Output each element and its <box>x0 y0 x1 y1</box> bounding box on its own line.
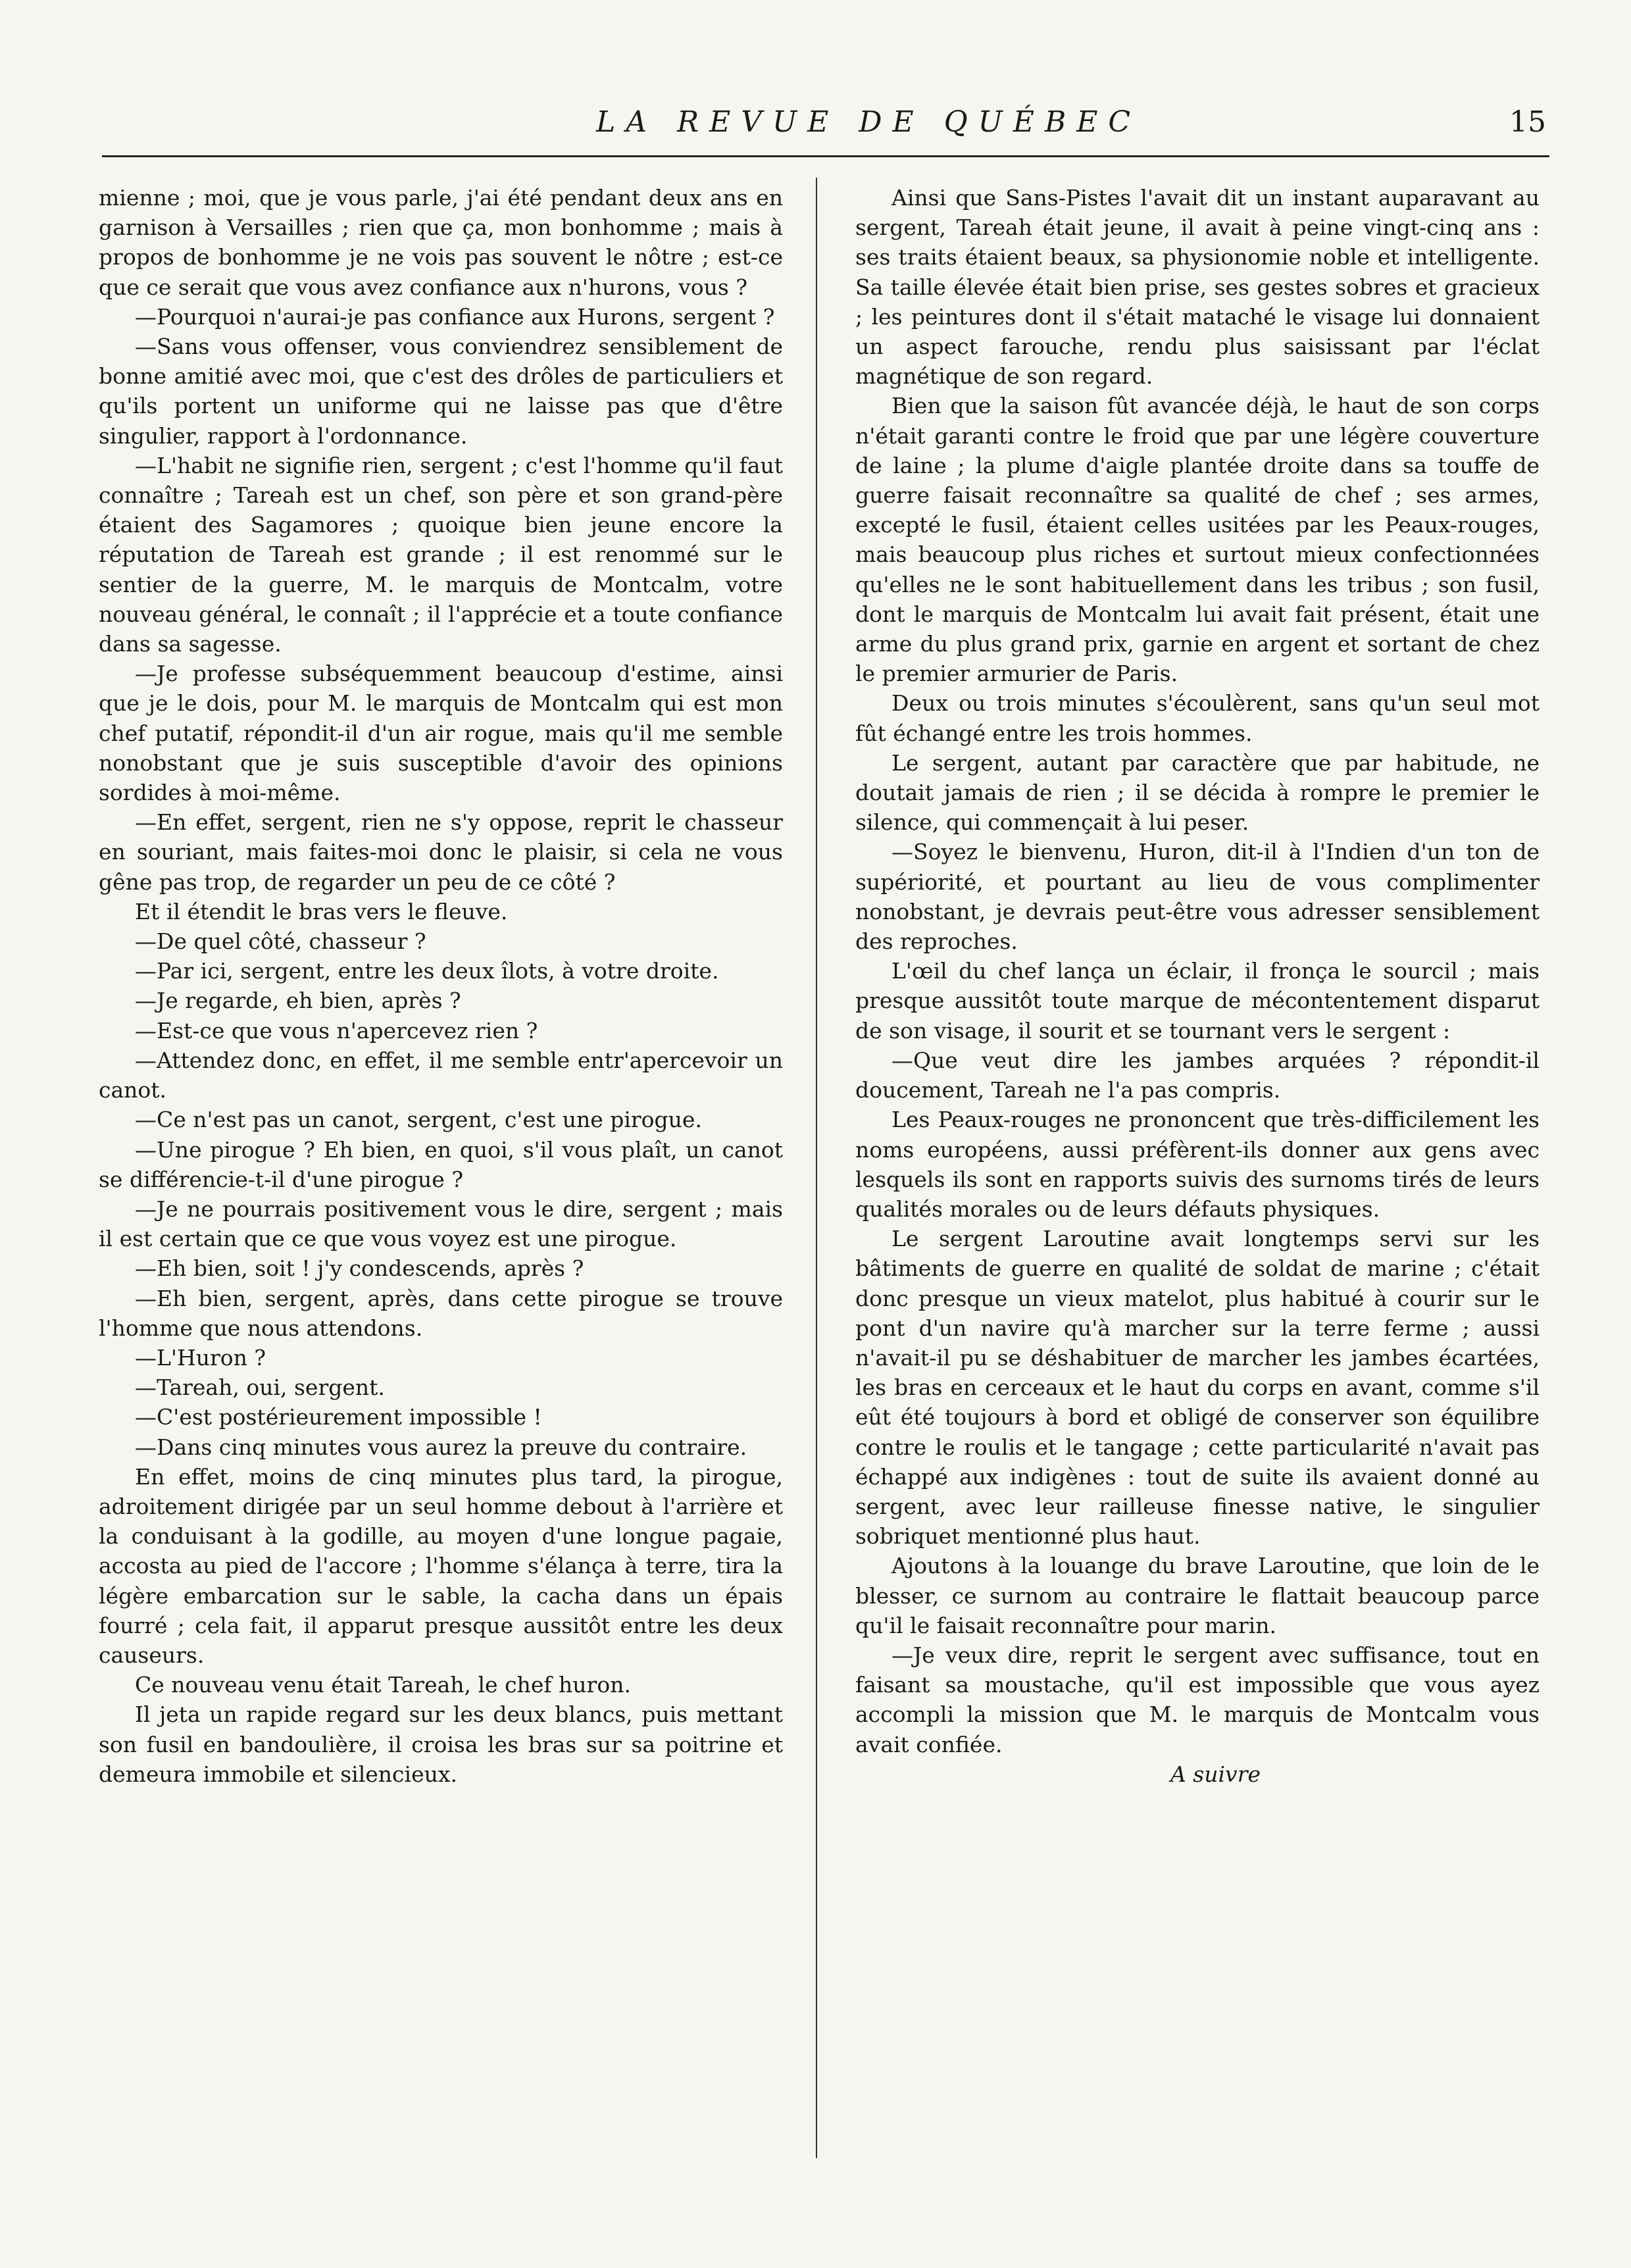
page-header <box>99 105 1546 158</box>
paragraph: Ajoutons à la louange du brave Laroutine, que loin de le blesser, ce surnom au contraire le flattait beaucoup parce qu'il le faisait reconnaître pour marin. <box>855 1553 1540 1638</box>
paragraph: Bien que la saison fût avancée déjà, le haut de son corps n'était garanti contre le froid que par une légère couverture de laine ; la plume d'aigle plantée droite dans sa touffe de guerre faisait reconnaître sa qualité de chef ; ses armes, excepté le fusil, étaient celles usitées par les Peaux-rouges, mais beaucoup plus riches et surtout mieux confectionnées qu'elles ne le sont habituellement dans les tribus ; son fusil, dont le marquis de Montcalm lui avait fait présent, était une arme du plus grand prix, garnie en argent et sortant de chez le premier armurier de Paris. <box>855 393 1540 687</box>
paragraph: —Pourquoi n'aurai-je pas confiance aux Hurons, sergent ? <box>135 303 775 330</box>
paragraph: —Eh bien, sergent, après, dans cette pirogue se trouve l'homme que nous attendons. <box>99 1285 783 1341</box>
paragraph: —Que veut dire les jambes arquées ? répondit-il doucement, Tareah ne l'a pas compris. <box>855 1047 1540 1103</box>
paragraph: —Ce n'est pas un canot, sergent, c'est une pirogue. <box>135 1107 702 1133</box>
paragraph: L'œil du chef lança un éclair, il fronça le sourcil ; mais presque aussitôt toute marque de mécontentement disparut de son visage, il sourit et se tournant vers le sergent : <box>855 958 1540 1044</box>
paragraph: —Par ici, sergent, entre les deux îlots, à votre droite. <box>135 958 719 984</box>
journal-title: LA REVUE DE QUÉBEC <box>596 105 1141 139</box>
paragraph: Le sergent Laroutine avait longtemps servi sur les bâtiments de guerre en qualité de soldat de marine ; c'était donc presque un vieux matelot, plus habitué à courir sur le pont d'un navire qu'à marcher sur la terre ferme ; aussi n'avait-il pu se déshabituer de marcher les jambes écartées, les bras en cerceaux et le haut du corps en avant, comme s'il eût été toujours à bord et obligé de conserver son équilibre contre le roulis et le tangage ; cette particularité n'avait pas échappé aux indigènes : tout de suite ils avaient donné au sergent, avec leur railleuse finesse native, le singulier sobriquet mentionné plus haut. <box>855 1226 1540 1550</box>
paragraph: —Je veux dire, reprit le sergent avec suffisance, tout en faisant sa moustache, qu'il est impossible que vous ayez accompli la mission que M. le marquis de Montcalm vous avait confiée. <box>855 1642 1540 1757</box>
paragraph: Ainsi que Sans-Pistes l'avait dit un instant auparavant au sergent, Tareah était jeune, il avait à peine vingt-cinq ans : ses traits étaient beaux, sa physionomie noble et intelligente. Sa taille élevée était bien prise, ses gestes sobres et gracieux ; les peintures dont il s'était mataché le visage lui donnaient un aspect farouche, rendu plus saisissant par l'éclat magnétique de son regard. <box>855 185 1540 390</box>
paragraph: —Je professe subséquemment beaucoup d'estime, ainsi que je le dois, pour M. le marquis de Montcalm qui est mon chef putatif, répondit-il d'un air rogue, mais qu'il me semble nonobstant que je suis susceptible d'avoir des opinions sordides à moi-même. <box>99 661 783 806</box>
paragraph: —Est-ce que vous n'apercevez rien ? <box>135 1017 538 1044</box>
paragraph: Ce nouveau venu était Tareah, le chef huron. <box>135 1672 631 1698</box>
paragraph: —L'Huron ? <box>135 1344 266 1371</box>
header-rule <box>102 155 1549 157</box>
paragraph: —L'habit ne signifie rien, sergent ; c'est l'homme qu'il faut connaître ; Tareah est un chef, son père et son grand-père étaient des Sagamores ; quoique bien jeune encore la réputation de Tareah est grande ; il est renommé sur le sentier de la guerre, M. le marquis de Montcalm, votre nouveau général, le connaît ; il l'apprécie et a toute confiance dans sa sagesse. <box>99 452 783 657</box>
paragraph: —Tareah, oui, sergent. <box>135 1374 385 1401</box>
paragraph: Deux ou trois minutes s'écoulèrent, sans qu'un seul mot fût échangé entre les trois hommes. <box>855 690 1540 746</box>
paragraph: Et il étendit le bras vers le fleuve. <box>135 898 508 924</box>
paragraph: —Je ne pourrais positivement vous le dire, sergent ; mais il est certain que ce que vous voyez est une pirogue. <box>99 1196 783 1252</box>
paragraph: —C'est postérieurement impossible ! <box>135 1404 542 1430</box>
paragraph: —Une pirogue ? Eh bien, en quoi, s'il vous plaît, un canot se différencie-t-il d'une pirogue ? <box>99 1136 783 1192</box>
paragraph: mienne ; moi, que je vous parle, j'ai été pendant deux ans en garnison à Versailles ; rien que ça, mon bonhomme ; mais à propos de bonhomme je ne vois pas souvent le nôtre ; est-ce que ce serait que vous avez confiance aux n'hurons, vous ? <box>99 185 783 300</box>
paragraph: —En effet, sergent, rien ne s'y oppose, reprit le chasseur en souriant, mais faites-moi donc le plaisir, si cela ne vous gêne pas trop, de regarder un peu de ce côté ? <box>99 809 783 895</box>
paragraph: Les Peaux-rouges ne prononcent que très-difficilement les noms européens, aussi préfèrent-ils donner aux gens avec lesquels ils sont en rapports suivis des surnoms tirés de leurs qualités morales ou de leurs défauts physiques. <box>855 1107 1540 1222</box>
column-rule <box>816 178 817 2158</box>
paragraph: —Sans vous offenser, vous conviendrez sensiblement de bonne amitié avec moi, que c'est des drôles de particuliers et qu'ils portent un uniforme qui ne laisse pas que d'être singulier, rapport à l'ordonnance. <box>99 334 783 449</box>
paragraph: —Dans cinq minutes vous aurez la preuve du contraire. <box>135 1434 747 1460</box>
left-column <box>99 183 783 1789</box>
paragraph: —Je regarde, eh bien, après ? <box>135 988 461 1014</box>
continuation-note: A suivre <box>1170 1761 1261 1787</box>
right-column <box>855 183 1540 1789</box>
paragraph: —Eh bien, soit ! j'y condescends, après ? <box>135 1255 584 1282</box>
paragraph: Le sergent, autant par caractère que par habitude, ne doutait jamais de rien ; il se décida à rompre le premier le silence, qui commençait à lui peser. <box>855 749 1540 836</box>
paragraph: Il jeta un rapide regard sur les deux blancs, puis mettant son fusil en bandoulière, il croisa les bras sur sa poitrine et demeura immobile et silencieux. <box>99 1701 783 1787</box>
paragraph: —Soyez le bienvenu, Huron, dit-il à l'Indien d'un ton de supériorité, et pourtant au lieu de vous complimenter nonobstant, je devrais peut-être vous adresser sensiblement des reproches. <box>855 839 1540 955</box>
paragraph: —De quel côté, chasseur ? <box>135 928 426 955</box>
page-number: 15 <box>1509 105 1546 139</box>
paragraph: En effet, moins de cinq minutes plus tard, la pirogue, adroitement dirigée par un seul homme debout à l'arrière et la conduisant à la godille, au moyen d'une longue pagaie, accosta au pied de l'accore ; l'homme s'élança à terre, tira la légère embarcation sur le sable, la cacha dans un épais fourré ; cela fait, il apparut presque aussitôt entre les deux causeurs. <box>99 1463 783 1668</box>
paragraph: —Attendez donc, en effet, il me semble entr'apercevoir un canot. <box>99 1047 783 1103</box>
